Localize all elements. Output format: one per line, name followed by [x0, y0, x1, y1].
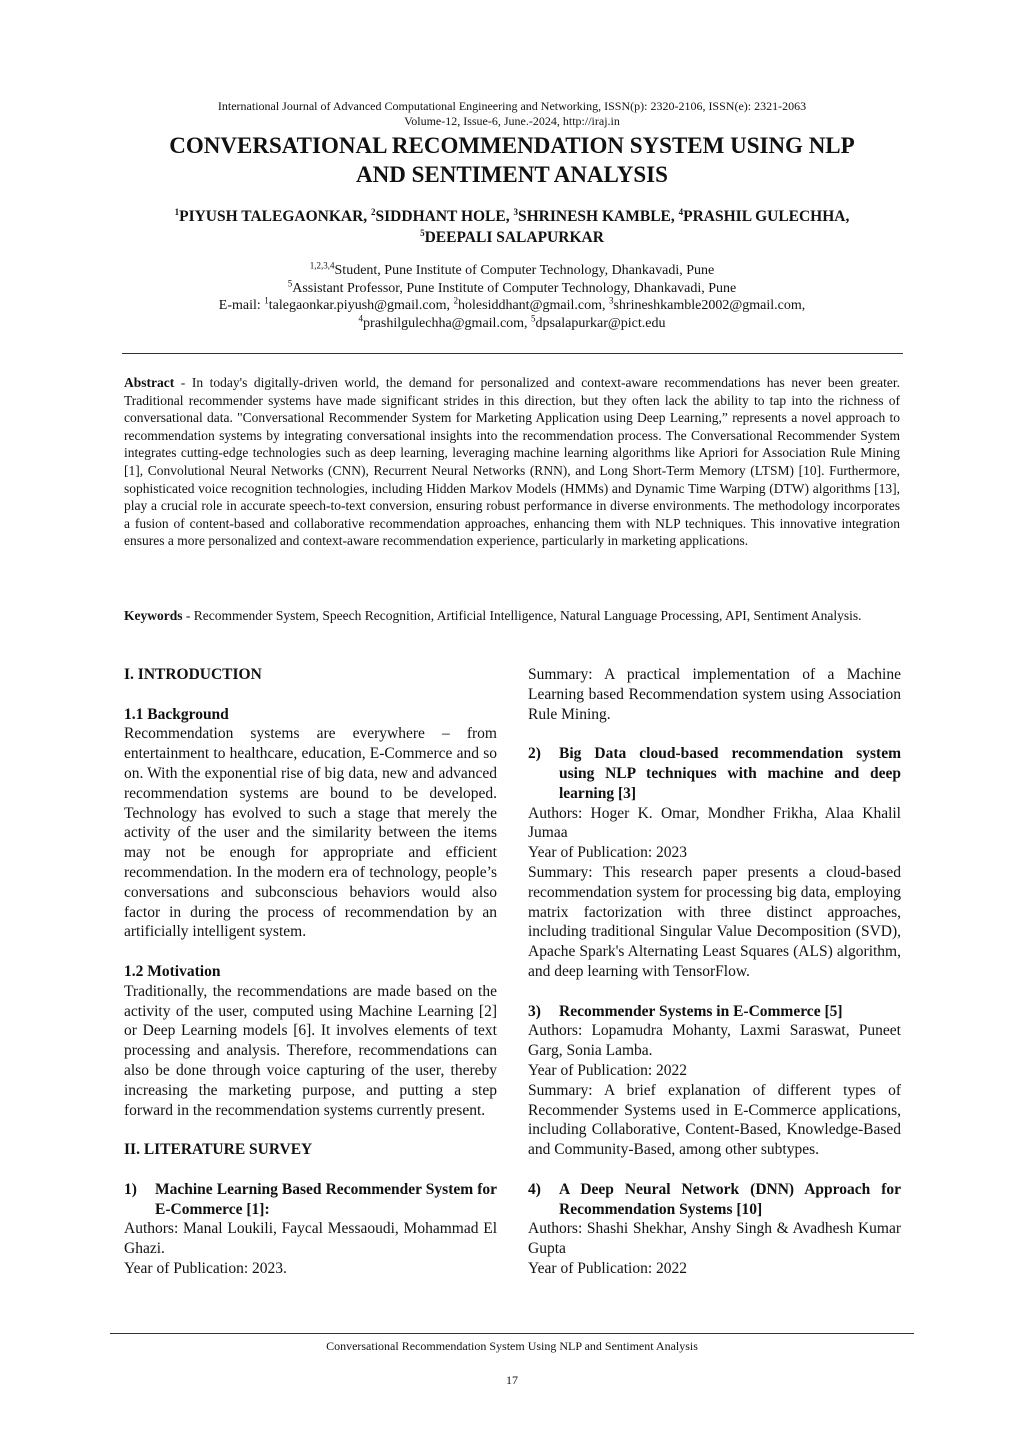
- abstract-text: - In today's digitally-driven world, the demand for personalized and context-aware recommendations has never been greater. Traditional recommender systems have made significant strides in this direction, but they often lack the ability to tap into the richness of conversational data. "Conversational Recommender System for Marketing Application using Deep Learning,” represents a novel approach to recommendation systems by integrating conversational insights into the recommendation process. The Conversational Recommender System integrates cutting-edge technologies such as deep learning, leveraging machine learning algorithms like Apriori for Association Rule Mining [1], Convolutional Neural Networks (CNN), Recurrent Neural Networks (RNN), and Long Short-Term Memory (LTSM) [10]. Furthermore, sophisticated voice recognition technologies, including Hidden Markov Models (HMMs) and Dynamic Time Warping (DTW) algorithms [13], play a crucial role in accurate speech-to-text conversion, ensuring robust performance in diverse environments. The methodology incorporates a fusion of content-based and collaborative recommendation approaches, enhancing them with NLP techniques. This innovative integration ensures a more personalized and context-aware recommendation experience, particularly in marketing applications.: [124, 375, 900, 549]
- title-line-1: CONVERSATIONAL RECOMMENDATION SYSTEM USING NLP: [169, 133, 855, 158]
- email-address[interactable]: shrineshkamble2002@gmail.com,: [613, 298, 806, 313]
- email-line-1: [0, 297, 1024, 315]
- section-heading-literature-survey: II. LITERATURE SURVEY: [124, 1141, 313, 1159]
- keywords-label: Keywords: [124, 608, 183, 623]
- page-number: 17: [506, 1373, 518, 1387]
- survey-item-3-authors: Authors: Lopamudra Mohanty, Laxmi Saraswat, Puneet Garg, Sonia Lamba.: [528, 1022, 901, 1060]
- survey-item-title: A Deep Neural Network (DNN) Approach for Recommendation Systems [10]: [559, 1180, 901, 1218]
- email-address[interactable]: dpsalapurkar@pict.edu: [535, 315, 666, 331]
- subsection-heading-motivation: 1.2 Motivation: [124, 962, 221, 980]
- background-paragraph: Recommendation systems are everywhere – from entertainment to healthcare, education, E-Commerce and so on. With the exponential rise of big data, new and advanced recommendation systems are bound to be developed. Technology has evolved to such a stage that merely the activity of the user and the similarity between the items may not be enough for appropriate and efficient recommendation. In the modern era of technology, people’s conversations and subconscious behaviors would also factor in during the process of recommendation by an artificially intelligent system.: [124, 725, 497, 941]
- section-heading-introduction: I. INTRODUCTION: [124, 666, 262, 683]
- author-sup: 2: [371, 206, 376, 217]
- author-sup: 4: [678, 206, 684, 217]
- paper-title: [0, 131, 1024, 189]
- affiliation-sup: 1,2,3,4: [309, 260, 335, 271]
- email-sup: 5: [531, 312, 536, 323]
- survey-item-1-year: Year of Publication: 2023.: [124, 1259, 287, 1277]
- affiliation-1: [0, 262, 1024, 280]
- author-line-2: [0, 227, 1024, 248]
- survey-item-1-summary: Summary: A practical implementation of a Machine Learning based Recommendation system using Association Rule Mining.: [528, 666, 901, 723]
- survey-item-title: Machine Learning Based Recommender System for E-Commerce [1]:: [155, 1180, 497, 1218]
- journal-line-1: International Journal of Advanced Computational Engineering and Networking, ISSN(p): 2320-2106, ISSN(e): 2321-2063: [217, 99, 807, 113]
- author-name: PIYUSH TALEGAONKAR,: [179, 208, 372, 225]
- author-line-1: [0, 206, 1024, 227]
- survey-item-number: 1): [124, 1180, 137, 1198]
- survey-item-number: 4): [528, 1180, 541, 1198]
- email-line-2: [0, 312, 1024, 333]
- abstract: [124, 374, 900, 550]
- survey-item-1-heading: [124, 1180, 497, 1220]
- keywords-text: - Recommender System, Speech Recognition, Artificial Intelligence, Natural Language Processing, API, Sentiment Analysis.: [182, 608, 862, 623]
- survey-item-3-summary: Summary: A brief explanation of different types of Recommender Systems used in E-Commerce applications, including Collaborative, Content-Based, Knowledge-Based and Community-Based, among other subtypes.: [528, 1081, 901, 1159]
- survey-item-3-heading: [528, 1002, 901, 1022]
- left-column: [124, 665, 497, 1279]
- affiliation-2: [0, 277, 1024, 298]
- survey-item-number: 2): [528, 745, 541, 763]
- subsection-heading-background: 1.1 Background: [124, 705, 229, 723]
- author-sup: 3: [513, 206, 518, 217]
- email-address[interactable]: talegaonkar.piyush@gmail.com,: [268, 298, 454, 313]
- author-name: SIDDHANT HOLE,: [375, 208, 514, 225]
- journal-header: [0, 99, 1024, 129]
- affiliations: [0, 262, 1024, 332]
- survey-item-number: 3): [528, 1002, 541, 1020]
- survey-item-4-year: Year of Publication: 2022: [528, 1259, 688, 1277]
- author-name: PRASHIL GULECHHA,: [683, 208, 850, 225]
- survey-item-2-authors: Authors: Hoger K. Omar, Mondher Frikha, Alaa Khalil Jumaa: [528, 804, 901, 842]
- survey-item-2-year: Year of Publication: 2023: [528, 844, 688, 862]
- abstract-label: Abstract: [124, 375, 175, 390]
- affiliation-sup: 5: [287, 277, 293, 288]
- title-line-2: AND SENTIMENT ANALYSIS: [356, 162, 668, 187]
- header-divider: [122, 353, 903, 354]
- author-sup: 5: [420, 227, 425, 238]
- survey-item-2-heading: [528, 744, 901, 803]
- author-list: [0, 206, 1024, 248]
- author-name: DEEPALI SALAPURKAR: [424, 229, 604, 246]
- survey-item-2-summary: Summary: This research paper presents a cloud-based recommendation system for processing big data, employing matrix factorization with three distinct approaches, including traditional Singular Value Decomposition (SVD), Apache Spark's Alternating Least Squares (ALS) algorithm, and deep learning with TensorFlow.: [528, 863, 901, 980]
- email-sup: 2: [453, 295, 459, 306]
- author-name: SHRINESH KAMBLE,: [518, 208, 679, 225]
- email-sup: 1: [264, 295, 269, 306]
- email-label: E-mail:: [218, 298, 265, 313]
- running-footer-title: Conversational Recommendation System Using NLP and Sentiment Analysis: [326, 1339, 698, 1353]
- survey-item-title: Recommender Systems in E-Commerce [5]: [559, 1002, 843, 1020]
- email-address[interactable]: prashilgulechha@gmail.com,: [363, 315, 532, 331]
- affiliation-text: Assistant Professor, Pune Institute of Computer Technology, Dhankavadi, Pune: [292, 280, 737, 296]
- survey-item-title: Big Data cloud-based recommendation system using NLP techniques with machine and deep learning [3]: [559, 745, 901, 802]
- survey-item-3-year: Year of Publication: 2022: [528, 1061, 688, 1079]
- journal-line-2: Volume-12, Issue-6, June.-2024, http://iraj.in: [404, 114, 620, 128]
- right-column: [528, 665, 901, 1279]
- keywords: [124, 607, 900, 625]
- email-sup: 3: [608, 295, 614, 306]
- footer-divider: [110, 1333, 914, 1334]
- survey-item-4-heading: [528, 1180, 901, 1220]
- email-sup: 4: [358, 312, 364, 323]
- motivation-paragraph: Traditionally, the recommendations are made based on the activity of the user, computed using Machine Learning [2] or Deep Learning models [6]. It involves elements of text processing and analysis. Therefore, recommendations can also be done through voice capturing of the user, thereby increasing the marketing purpose, and putting a step forward in the recommendation systems currently present.: [124, 982, 497, 1119]
- affiliation-text: Student, Pune Institute of Computer Technology, Dhankavadi, Pune: [334, 263, 715, 278]
- survey-item-4-authors: Authors: Shashi Shekhar, Anshy Singh & Avadhesh Kumar Gupta: [528, 1220, 901, 1258]
- email-address[interactable]: holesiddhant@gmail.com,: [458, 298, 609, 313]
- author-sup: 1: [174, 206, 180, 217]
- survey-item-1-authors: Authors: Manal Loukili, Faycal Messaoudi, Mohammad El Ghazi.: [124, 1220, 497, 1258]
